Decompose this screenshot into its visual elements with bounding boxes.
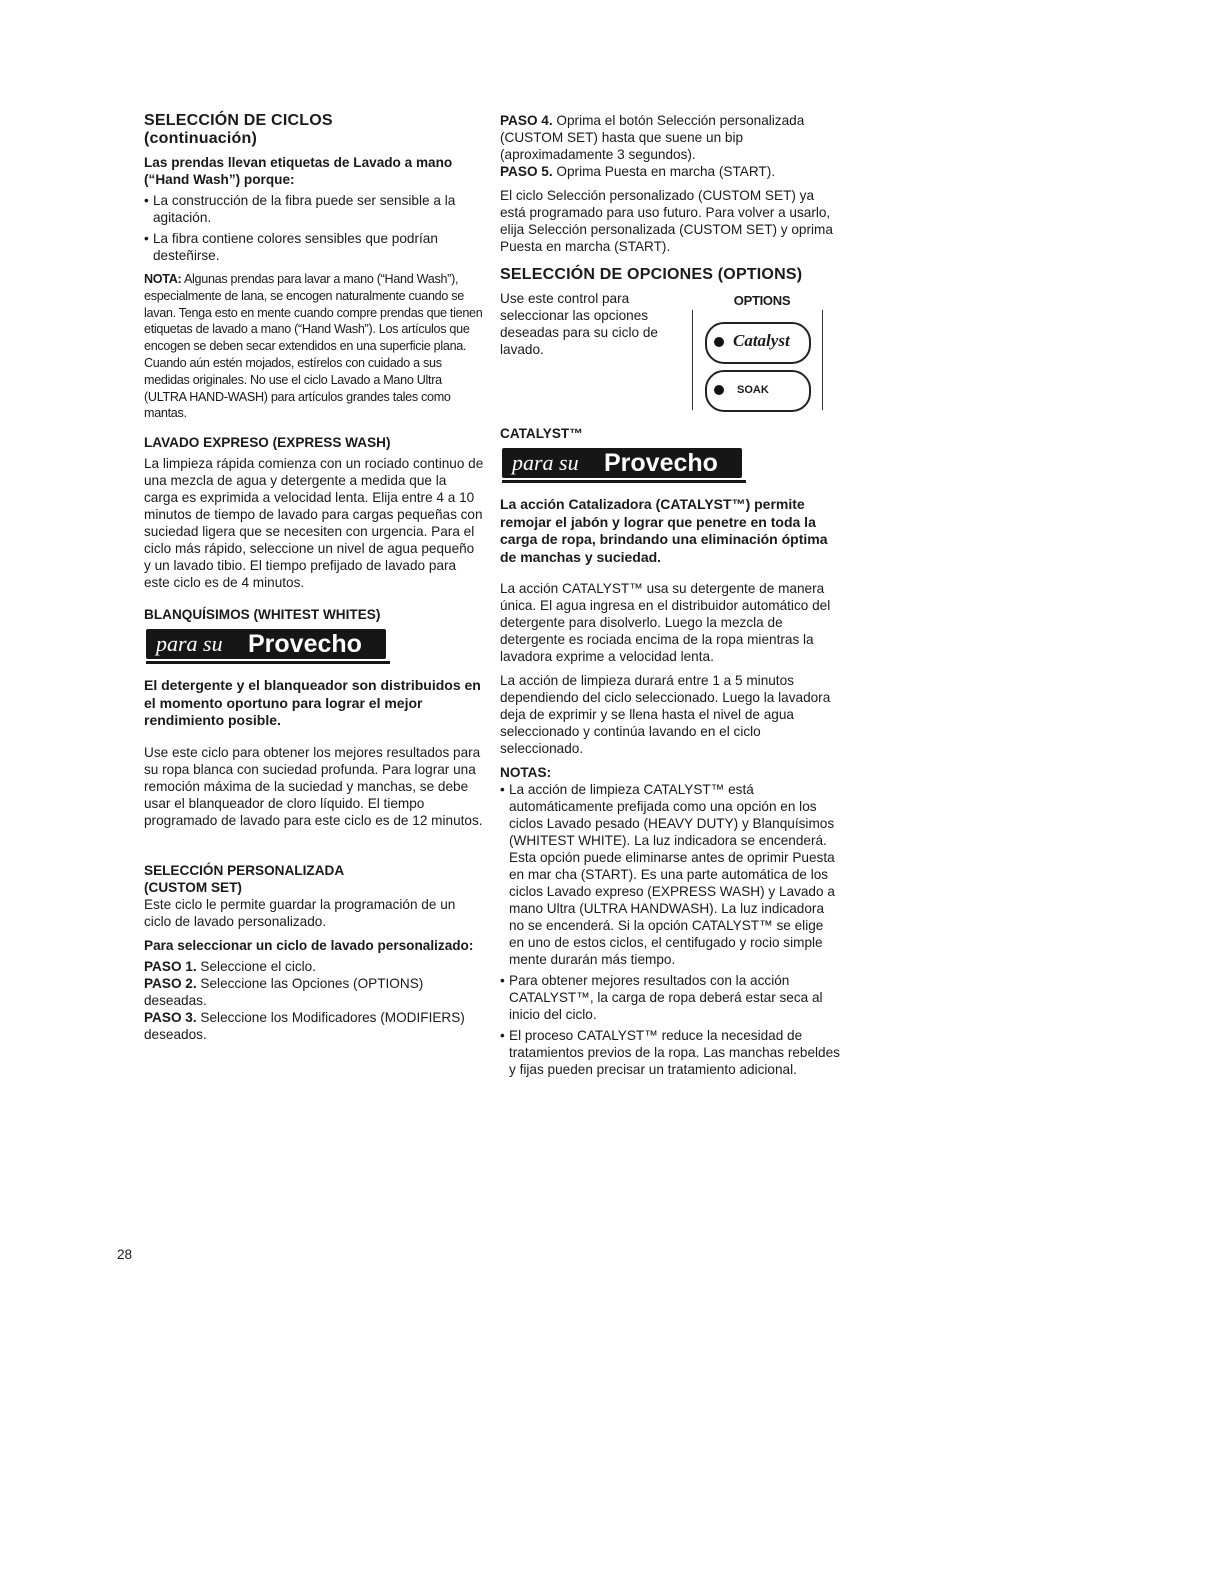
- handwash-bullets: [144, 192, 484, 264]
- catalyst-title: CATALYST™: [500, 426, 583, 441]
- step-text: Oprima el botón Selección personalizada (CUSTOM SET) hasta que suene un bip (aproximadamente 3 segundos).: [500, 113, 805, 162]
- list-item: • La fibra contiene colores sensibles que podrían desteñirse.: [144, 230, 484, 264]
- step-text: Seleccione las Opciones (OPTIONS) deseadas.: [144, 975, 424, 1008]
- catalyst-lead: La acción Catalizadora (CATALYST™) permite remojar el jabón y lograr que penetre en toda la carga de ropa, brindando una eliminación óptima de manchas y suciedad.: [500, 496, 828, 565]
- options-text: Use este control para seleccionar las opciones deseadas para su ciclo de lavado.: [500, 291, 658, 357]
- para-su-provecho-banner: [146, 629, 484, 663]
- step-3: [144, 1009, 484, 1043]
- list-item: • El proceso CATALYST™ reduce la necesidad de tratamientos previos de la ropa. Las manchas rebeldes y fijas pueden precisar un tratamiento adicional.: [500, 1027, 840, 1078]
- step-text: Seleccione los Modificadores (MODIFIERS) deseados.: [144, 1009, 465, 1042]
- indicator-light-icon: [714, 385, 724, 395]
- notas-list: [500, 781, 840, 1078]
- step-label: PASO 5.: [500, 164, 553, 179]
- catalyst-option-button[interactable]: [705, 322, 811, 364]
- step-4: [500, 112, 840, 163]
- custom-saved-text: El ciclo Selección personalizado (CUSTOM SET) ya está programado para uso futuro. Para volver a usarlo, elija Selección personalizada (CUSTOM SET) y oprima Puesta en marcha (START).: [500, 188, 833, 254]
- step-2: [144, 975, 484, 1009]
- para-su-provecho-banner: [502, 448, 840, 482]
- banner-para-su: para su: [156, 631, 223, 657]
- options-block: [500, 290, 840, 415]
- step-5: [500, 163, 840, 180]
- express-wash-title: LAVADO EXPRESO (EXPRESS WASH): [144, 435, 391, 451]
- whitest-lead: El detergente y el blanqueador son distribuidos en el momento oportuno para lograr el mejor rendimiento posible.: [144, 677, 481, 729]
- nota-text: Algunas prendas para lavar a mano (“Hand Wash”), especialmente de lana, se encogen naturalmente cuando se lavan. Tenga esto en mente cuando compre prendas que tienen etiquetas de lavado a mano (“Hand Wash”). Los artículos que encogen se deben secar extendidos en una superficie plana. Cuando aún estén mojados, estírelos con cuidado a sus medidas originales. No use el ciclo Lavado a Mano Ultra (ULTRA HAND-WASH) para artículos grandes tales como mantas.: [144, 272, 483, 421]
- step-text: Oprima Puesta en marcha (START).: [552, 164, 775, 179]
- catalyst-label: Catalyst: [733, 331, 790, 350]
- step-label: PASO 3.: [144, 1009, 197, 1025]
- indicator-light-icon: [714, 337, 724, 347]
- custom-set-title: SELECCIÓN PERSONALIZADA (CUSTOM SET): [144, 862, 345, 895]
- left-column: [144, 112, 484, 1043]
- whitest-whites-title: BLANQUÍSIMOS (WHITEST WHITES): [144, 607, 381, 623]
- banner-para-su: para su: [512, 450, 579, 475]
- catalyst-paragraph-2: La acción de limpieza durará entre 1 a 5 minutos dependiendo del ciclo seleccionado. Luego la lavadora deja de exprimir y se llena hasta el nivel de agua seleccionado y continúa lavando en el ciclo seleccionado.: [500, 673, 831, 756]
- whitest-text: Use este ciclo para obtener los mejores resultados para su ropa blanca con suciedad profunda. Para lograr una remoción máxima de la suciedad y manchas, se debe usar el blanqueador de cloro líquido. El tiempo programado de lavado para este ciclo es de 12 minutos.: [144, 744, 483, 828]
- list-item: • La construcción de la fibra puede ser sensible a la agitación.: [144, 192, 484, 226]
- page-number: 28: [117, 1247, 133, 1262]
- list-item: • La acción de limpieza CATALYST™ está automáticamente prefijada como una opción en los ciclos Lavado pesado (HEAVY DUTY) y Blanquísimos (WHITEST WHITE). La luz indicadora se encenderá. Esta opción puede eliminarse antes de oprimir Puesta en mar cha (START). Es una parte automática de los ciclos Lavado expreso (EXPRESS WASH) y Lavado a mano Ultra (ULTRA HANDWASH). La luz indicadora no se encenderá. Si la opción CATALYST™ se elige en uno de estos ciclos, el centifugado y rocio simple mente durarán más tiempo.: [500, 781, 840, 968]
- list-item: • Para obtener mejores resultados con la acción CATALYST™, la carga de ropa deberá estar seca al inicio del ciclo.: [500, 972, 840, 1023]
- custom-set-text: Este ciclo le permite guardar la programación de un ciclo de lavado personalizado.: [144, 896, 456, 929]
- step-1: [144, 958, 484, 975]
- step-label: PASO 2.: [144, 975, 197, 991]
- right-column: [500, 112, 840, 1085]
- options-control-panel: [690, 292, 830, 410]
- nota-paragraph: [144, 271, 484, 422]
- catalyst-paragraph-1: La acción CATALYST™ usa su detergente de manera única. El agua ingresa en el distribuidor automático del detergente para disolverlo. Luego la mezcla de detergente es rociada encima de la ropa mientras la lavadora exprime a velocidad lenta.: [500, 581, 831, 664]
- banner-provecho: Provecho: [604, 449, 718, 477]
- express-wash-text: La limpieza rápida comienza con un rociado continuo de una mezcla de agua y detergente a medida que la carga es exprimida a velocidad lenta. Elija entre 4 a 10 minutos de tiempo de lavado para cargas pequeñas con suciedad ligera que se necesiten con urgencia. Para el ciclo más rápido, seleccione un nivel de agua pequeño y un lavado tibio. El tiempo prefijado de lavado para este ciclo es de 4 minutos.: [144, 456, 484, 591]
- handwash-lead: Las prendas llevan etiquetas de Lavado a mano (“Hand Wash”) porque:: [144, 155, 453, 187]
- nota-label: NOTA:: [144, 272, 182, 286]
- options-section-title: SELECCIÓN DE OPCIONES (OPTIONS): [500, 266, 803, 283]
- banner-provecho: Provecho: [248, 630, 362, 659]
- custom-set-lead: Para seleccionar un ciclo de lavado personalizado:: [144, 937, 474, 953]
- soak-label: SOAK: [737, 384, 769, 396]
- section-title-cycle-selection: SELECCIÓN DE CICLOS (continuación): [144, 112, 333, 147]
- options-panel-title: OPTIONS: [733, 293, 791, 308]
- step-label: PASO 4.: [500, 113, 553, 128]
- step-text: Seleccione el ciclo.: [196, 958, 317, 974]
- step-label: PASO 1.: [144, 958, 197, 974]
- notas-title: NOTAS:: [500, 765, 552, 780]
- soak-option-button[interactable]: [705, 370, 811, 412]
